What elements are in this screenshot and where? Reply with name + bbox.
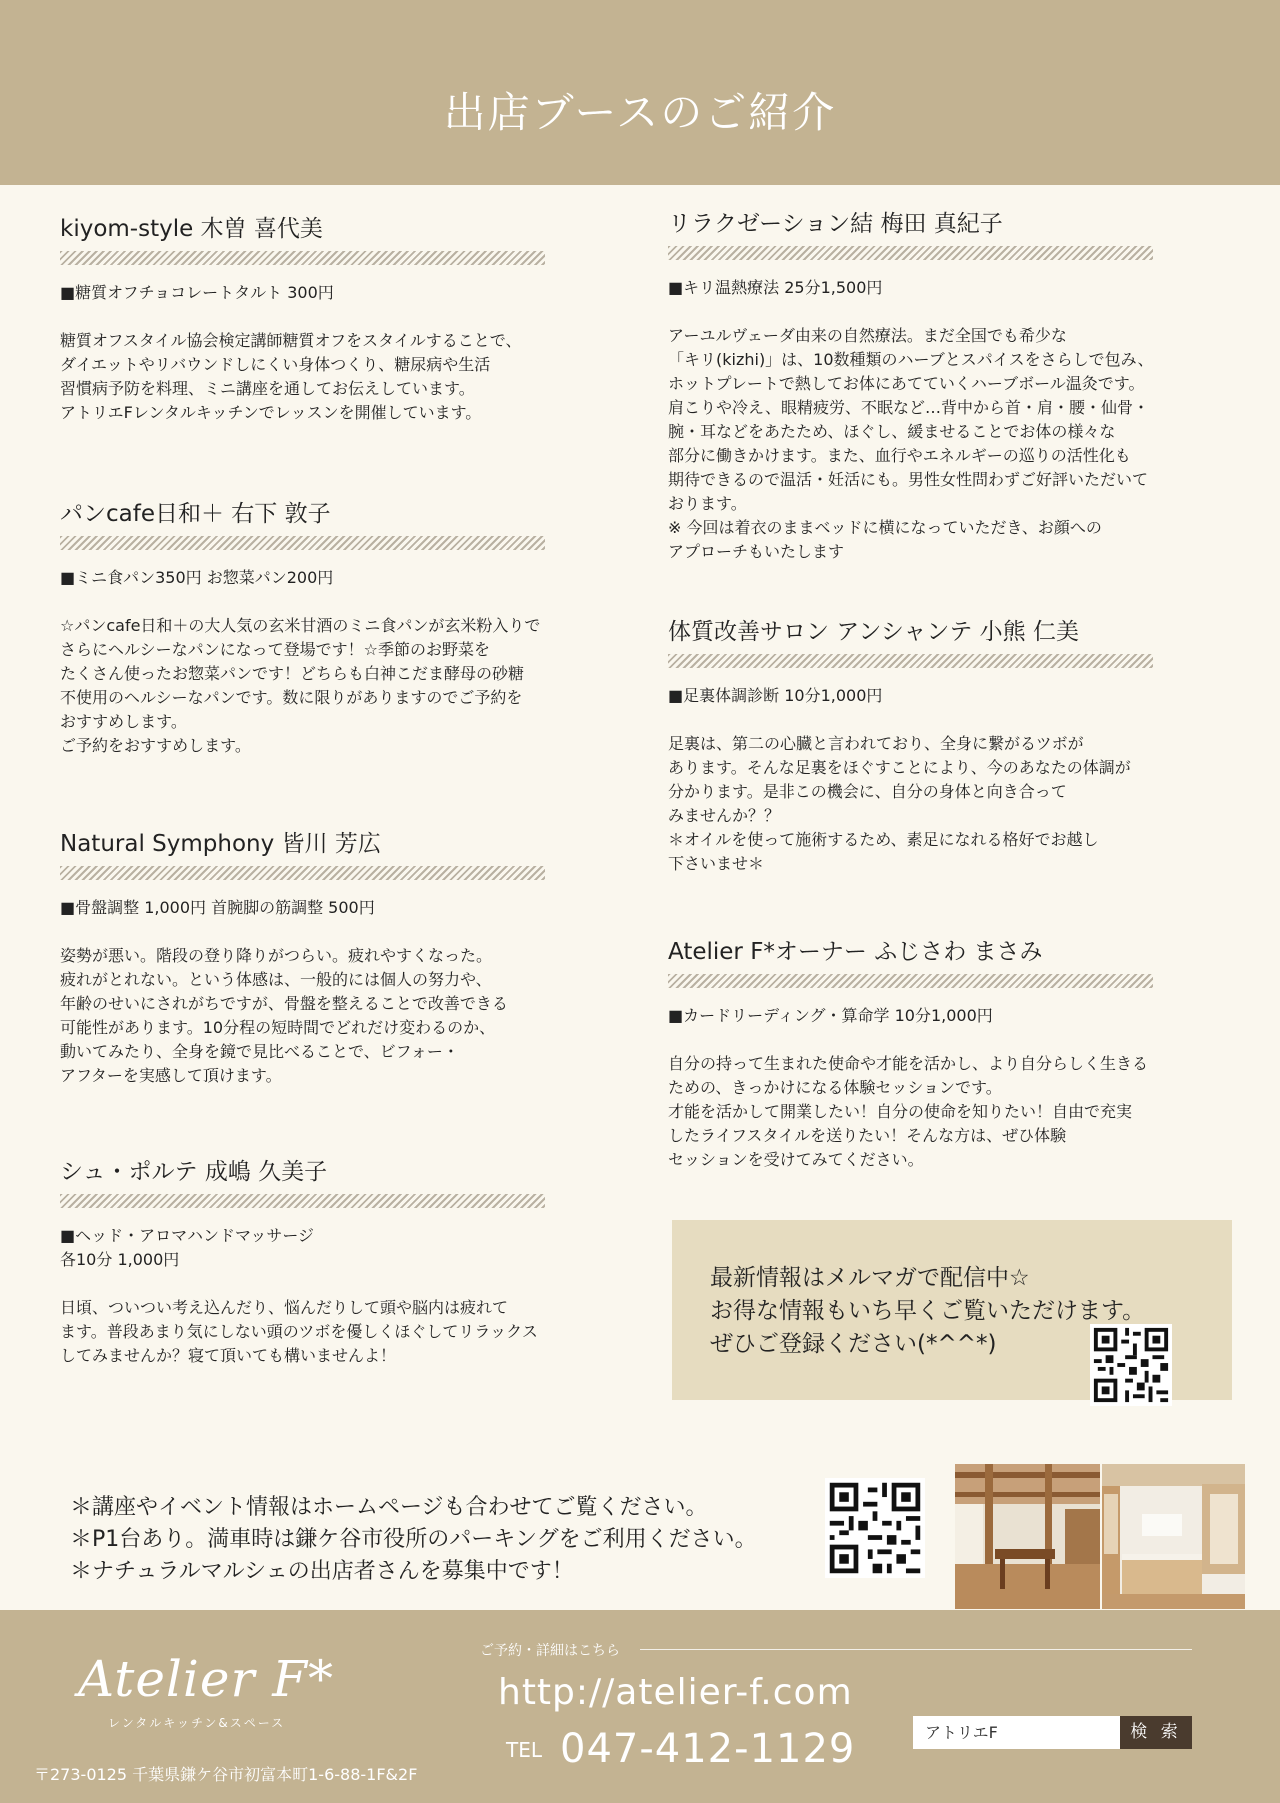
booth-enchante (668, 613, 1228, 876)
booth-price: ■糖質オフチョコレートタルト 300円 (60, 283, 334, 302)
booth-relaxation-yui (668, 205, 1228, 564)
booth-kiyom-style (60, 210, 620, 425)
booth-description: 姿勢が悪い。階段の登り降りがつらい。疲れやすくなった。 疲れがとれない。という体感は、一般的には個人の努力や、 年齢のせいにされがちですが、骨盤を整えることで改善できる 可能性があります。10分程の短時間でどれだけ変わるのか、 動いてみたり、全身を鏡で見比べることで、ビフォー・ アフターを実感して頂けます。 (60, 946, 508, 1085)
booth-title: リラクゼーション結 梅田 真紀子 (668, 211, 1003, 237)
tel-label: TEL (506, 1738, 542, 1762)
reserve-label: ご予約・詳細はこちら (480, 1643, 620, 1659)
qr-code-icon[interactable] (825, 1478, 925, 1578)
title-underline (60, 536, 545, 550)
title-underline (668, 246, 1153, 260)
bottom-notes: ＊講座やイベント情報はホームページも合わせてご覧ください。 ＊P1台あり。満車時は鎌ケ谷市役所のパーキングをご利用ください。 ＊ナチュラルマルシェの出店者さんを募集中です！ (70, 1495, 757, 1584)
atelier-f-logo: Atelier F* (78, 1650, 334, 1708)
phone-number[interactable]: 047-412-1129 (560, 1726, 856, 1772)
booth-price: ■カードリーディング・算命学 10分1,000円 (668, 1006, 993, 1025)
search-button[interactable]: 検 索 (1120, 1716, 1192, 1749)
website-link[interactable]: http://atelier-f.com (498, 1672, 853, 1713)
title-underline (668, 654, 1153, 668)
booth-title: パンcafe日和＋ 右下 敦子 (60, 501, 331, 527)
booth-price: ■ミニ食パン350円 お惣菜パン200円 (60, 568, 334, 587)
page-header (0, 0, 1280, 185)
booth-pan-cafe (60, 495, 620, 758)
title-underline (60, 1194, 545, 1208)
booth-price: ■キリ温熱療法 25分1,500円 (668, 278, 883, 297)
divider (640, 1649, 1192, 1650)
booth-title: Atelier F*オーナー ふじさわ まさみ (668, 939, 1043, 965)
page-footer (0, 1610, 1280, 1803)
qr-code-icon[interactable] (1090, 1324, 1172, 1406)
newsletter-text: 最新情報はメルマガで配信中☆ お得な情報もいち早くご覧いただけます。 ぜひご登録ください(*^^*) (710, 1265, 1146, 1357)
booth-atelier-f-owner (668, 933, 1228, 1172)
booth-description: アーユルヴェーダ由来の自然療法。まだ全国でも希少な 「キリ(kizhi)」は、10数種類のハーブとスパイスをさらしで包み、 ホットプレートで熱してお体にあてていくハーブボール温灸です。 肩こりや冷え、眼精疲労、不眠など…背中から首・肩・腰・仙骨・ 腕・耳などをあたため、ほぐし、緩ませることでお体の様々な 部分に働きかけます。また、血行やエネルギーの巡りの活性化も 期待できるので温活・妊活にも。男性女性問わずご好評いただいて おります。 ※ 今回は着衣のままベッドに横になっていただき、お顔への アプローチもいたします (668, 326, 1154, 561)
kitchen-photo (1102, 1464, 1245, 1609)
booth-natural-symphony (60, 825, 620, 1088)
logo-subtitle: レンタルキッチン&スペース (108, 1716, 286, 1730)
booth-shu-porte (60, 1153, 620, 1368)
title-underline (60, 866, 545, 880)
booth-description: 自分の持って生まれた使命や才能を活かし、より自分らしく生きる ための、きっかけになる体験セッションです。 才能を活かして開業したい！自分の使命を知りたい！自由で充実 したライフスタイルを送りたい！そんな方は、ぜひ体験 セッションを受けてみてください。 (668, 1054, 1149, 1169)
search-input[interactable]: アトリエF (913, 1716, 1120, 1749)
booth-description: 糖質オフスタイル協会検定講師糖質オフをスタイルすることで、 ダイエットやリバウンドしにくい身体つくり、糖尿病や生活 習慣病予防を料理、ミニ講座を通してお伝えしています。 アトリエFレンタルキッチンでレッスンを開催しています。 (60, 331, 522, 422)
title-underline (668, 974, 1153, 988)
newsletter-notice (672, 1220, 1232, 1400)
booth-title: Natural Symphony 皆川 芳広 (60, 831, 381, 857)
interior-photo (955, 1464, 1100, 1609)
booth-title: 体質改善サロン アンシャンテ 小熊 仁美 (668, 619, 1079, 645)
booth-title: kiyom-style 木曽 喜代美 (60, 216, 323, 242)
booth-price: ■足裏体調診断 10分1,000円 (668, 686, 883, 705)
booth-description: 足裏は、第二の心臓と言われており、全身に繋がるツボが あります。そんな足裏をほぐすことにより、今のあなたの体調が 分かります。是非この機会に、自分の身体と向き合って みませんか？？ ＊オイルを使って施術するため、素足になれる格好でお越し 下さいませ＊ (668, 734, 1131, 873)
title-underline (60, 251, 545, 265)
page-title: 出店ブースのご紹介 (443, 88, 837, 137)
booth-title: シュ・ポルテ 成嶋 久美子 (60, 1159, 328, 1185)
booth-price: ■ヘッド・アロマハンドマッサージ 各10分 1,000円 (60, 1226, 314, 1269)
booth-description: 日頃、ついつい考え込んだり、悩んだりして頭や脳内は疲れて ます。普段あまり気にしない頭のツボを優しくほぐしてリラックス してみませんか？寝て頂いても構いませんよ！ (60, 1298, 538, 1365)
booth-price: ■骨盤調整 1,000円 首腕脚の筋調整 500円 (60, 898, 375, 917)
booth-description: ☆パンcafe日和＋の大人気の玄米甘酒のミニ食パンが玄米粉入りで さらにヘルシーなパンになって登場です！☆季節のお野菜を たくさん使ったお惣菜パンです！どちらも白神こだま酵母の砂糖 不使用のヘルシーなパンです。数に限りがありますのでご予約を おすすめします。 ご予約をおすすめします。 (60, 616, 541, 755)
address: 〒273-0125 千葉県鎌ケ谷市初富本町1-6-88-1F&2F (34, 1765, 418, 1784)
